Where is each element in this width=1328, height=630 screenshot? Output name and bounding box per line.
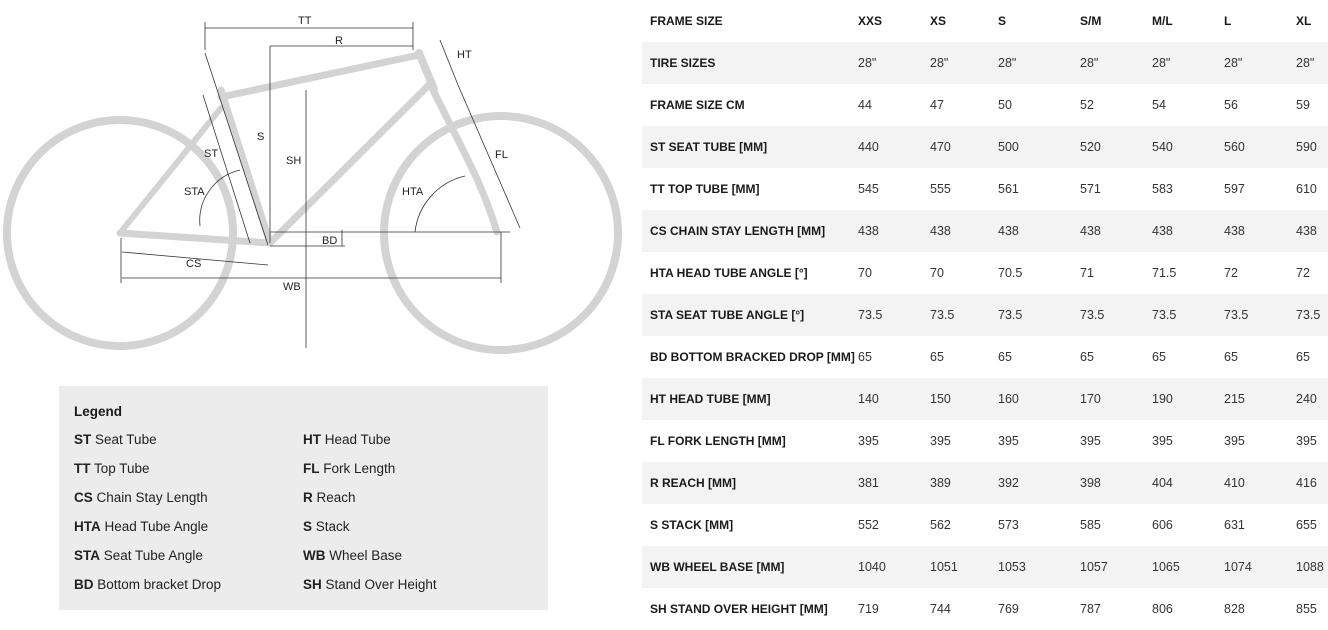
table-cell: 73.5 bbox=[858, 294, 930, 336]
header-size-xl: XL bbox=[1296, 14, 1312, 28]
table-body bbox=[642, 42, 1328, 630]
label-r: R bbox=[335, 35, 343, 47]
table-cell: 438 bbox=[1296, 210, 1328, 252]
table-row bbox=[642, 462, 1328, 504]
table-cell: 828 bbox=[1224, 602, 1245, 616]
table-row bbox=[642, 252, 1328, 294]
table-cell: 438 bbox=[1080, 210, 1152, 252]
table-cell: 561 bbox=[998, 182, 1019, 196]
label-ht: HT bbox=[457, 49, 472, 61]
header-size-ml: M/L bbox=[1152, 14, 1173, 28]
table-row bbox=[642, 546, 1328, 588]
table-cell: 1088 bbox=[1296, 546, 1328, 588]
legend-entry-tt: TT Top Tube bbox=[74, 461, 150, 476]
table-cell: 392 bbox=[998, 462, 1080, 504]
table-cell: 438 bbox=[1224, 210, 1296, 252]
table-cell: 395 bbox=[1224, 434, 1245, 448]
legend-entry-wb: WB Wheel Base bbox=[303, 548, 403, 563]
label-hta: HTA bbox=[402, 186, 424, 198]
table-cell: 555 bbox=[930, 182, 951, 196]
table-cell: 573 bbox=[998, 518, 1019, 532]
table-cell: 73.5 bbox=[1080, 294, 1152, 336]
table-cell: 787 bbox=[1080, 602, 1101, 616]
table-cell: 395 bbox=[1152, 434, 1173, 448]
geometry-table bbox=[642, 0, 1328, 630]
table-cell: 28" bbox=[1296, 42, 1328, 84]
table-cell: 65 bbox=[1152, 350, 1166, 364]
table-cell: 54 bbox=[1152, 98, 1166, 112]
label-sh: SH bbox=[286, 155, 302, 167]
table-cell: 398 bbox=[1080, 462, 1152, 504]
table-cell: 70 bbox=[930, 266, 944, 280]
table-cell: 72 bbox=[1224, 266, 1238, 280]
table-cell: 44 bbox=[858, 98, 872, 112]
table-cell: 744 bbox=[930, 602, 951, 616]
legend-box bbox=[59, 386, 548, 610]
table-cell: 240 bbox=[1296, 378, 1328, 420]
table-cell: 855 bbox=[1296, 602, 1317, 616]
fork bbox=[432, 88, 497, 232]
table-cell: 1051 bbox=[930, 546, 998, 588]
table-row bbox=[642, 420, 1328, 462]
dimension-lines bbox=[121, 22, 520, 348]
table-cell: 70 bbox=[858, 266, 872, 280]
table-cell: 65 bbox=[998, 350, 1012, 364]
legend-entry-ht: HT Head Tube bbox=[303, 432, 391, 447]
row-label: FRAME SIZE CM bbox=[650, 98, 745, 112]
table-cell: 170 bbox=[1080, 378, 1152, 420]
table-cell: 73.5 bbox=[998, 294, 1080, 336]
row-label: WB WHEEL BASE [MM] bbox=[642, 546, 858, 588]
table-cell: 65 bbox=[1224, 350, 1238, 364]
table-cell: 73.5 bbox=[1224, 294, 1296, 336]
header-size-l: L bbox=[1224, 14, 1232, 28]
table-cell: 590 bbox=[1296, 126, 1328, 168]
table-cell: 65 bbox=[1080, 350, 1094, 364]
table-cell: 585 bbox=[1080, 518, 1101, 532]
table-cell: 395 bbox=[998, 434, 1019, 448]
label-s: S bbox=[257, 131, 265, 143]
table-row bbox=[642, 336, 1328, 378]
legend-entry-s: S Stack bbox=[303, 519, 350, 534]
table-cell: 552 bbox=[858, 518, 879, 532]
table-cell: 545 bbox=[858, 182, 879, 196]
table-cell: 583 bbox=[1152, 182, 1173, 196]
table-cell: 440 bbox=[858, 126, 930, 168]
table-cell: 597 bbox=[1224, 182, 1245, 196]
table-cell: 56 bbox=[1224, 98, 1238, 112]
row-label: HT HEAD TUBE [MM] bbox=[642, 378, 858, 420]
row-label: R REACH [MM] bbox=[642, 462, 858, 504]
header-frame-size: FRAME SIZE bbox=[650, 14, 723, 28]
row-label: SH STAND OVER HEIGHT [MM] bbox=[650, 602, 828, 616]
table-cell: 140 bbox=[858, 378, 930, 420]
table-cell: 610 bbox=[1296, 182, 1317, 196]
table-cell: 1040 bbox=[858, 546, 930, 588]
table-cell: 389 bbox=[930, 462, 998, 504]
table-cell: 65 bbox=[1296, 350, 1310, 364]
table-cell: 470 bbox=[930, 126, 998, 168]
table-row bbox=[642, 588, 1328, 630]
row-label: STA SEAT TUBE ANGLE [°] bbox=[642, 294, 858, 336]
table-cell: 1053 bbox=[998, 546, 1080, 588]
table-cell: 404 bbox=[1152, 462, 1224, 504]
table-cell: 28" bbox=[1224, 42, 1296, 84]
legend-entry-bd: BD Bottom bracket Drop bbox=[74, 577, 222, 592]
table-cell: 395 bbox=[1296, 434, 1317, 448]
row-label: CS CHAIN STAY LENGTH [MM] bbox=[642, 210, 858, 252]
table-cell: 560 bbox=[1224, 126, 1296, 168]
table-cell: 28" bbox=[1152, 42, 1224, 84]
table-header-row bbox=[642, 0, 1328, 42]
table-cell: 1074 bbox=[1224, 546, 1296, 588]
header-size-sm: S/M bbox=[1080, 14, 1102, 28]
table-cell: 52 bbox=[1080, 98, 1094, 112]
table-cell: 571 bbox=[1080, 182, 1101, 196]
table-cell: 1065 bbox=[1152, 546, 1224, 588]
table-cell: 438 bbox=[1152, 210, 1224, 252]
table-cell: 500 bbox=[998, 126, 1080, 168]
table-cell: 806 bbox=[1152, 602, 1173, 616]
table-cell: 438 bbox=[930, 210, 998, 252]
table-cell: 70.5 bbox=[998, 266, 1023, 280]
table-cell: 28" bbox=[930, 42, 998, 84]
table-cell: 59 bbox=[1296, 98, 1310, 112]
table-cell: 72 bbox=[1296, 266, 1310, 280]
table-cell: 520 bbox=[1080, 126, 1152, 168]
table-cell: 73.5 bbox=[930, 294, 998, 336]
row-label: FL FORK LENGTH [MM] bbox=[650, 434, 786, 448]
row-label: ST SEAT TUBE [MM] bbox=[642, 126, 858, 168]
table-cell: 65 bbox=[930, 350, 944, 364]
row-label: TT TOP TUBE [MM] bbox=[650, 182, 760, 196]
table-cell: 438 bbox=[858, 210, 930, 252]
label-st: ST bbox=[204, 148, 219, 160]
label-sta: STA bbox=[184, 186, 205, 198]
table-cell: 150 bbox=[930, 378, 998, 420]
row-label: S STACK [MM] bbox=[650, 518, 734, 532]
table-cell: 438 bbox=[998, 210, 1080, 252]
header-size-s: S bbox=[998, 14, 1007, 28]
legend-entry-fl: FL Fork Length bbox=[303, 461, 396, 476]
table-cell: 71.5 bbox=[1152, 266, 1177, 280]
table-cell: 631 bbox=[1224, 518, 1245, 532]
row-label: BD BOTTOM BRACKED DROP [MM] bbox=[650, 350, 855, 364]
table-cell: 50 bbox=[998, 98, 1012, 112]
table-cell: 655 bbox=[1296, 518, 1317, 532]
table-row bbox=[642, 210, 1328, 252]
table-cell: 540 bbox=[1152, 126, 1224, 168]
top-tube bbox=[221, 55, 419, 97]
legend-entry-st: ST Seat Tube bbox=[74, 432, 157, 447]
row-label: HTA HEAD TUBE ANGLE [°] bbox=[650, 266, 808, 280]
table-cell: 1057 bbox=[1080, 546, 1152, 588]
bike-frame-drawing bbox=[7, 53, 618, 350]
table-cell: 28" bbox=[858, 42, 930, 84]
table-cell: 719 bbox=[858, 602, 879, 616]
table-cell: 28" bbox=[1080, 42, 1152, 84]
label-wb: WB bbox=[283, 281, 301, 293]
table-row bbox=[642, 378, 1328, 420]
table-row bbox=[642, 42, 1328, 84]
seat-stay bbox=[120, 108, 221, 233]
table-cell: 47 bbox=[930, 98, 944, 112]
table-cell: 395 bbox=[930, 434, 951, 448]
bike-geometry-diagram bbox=[0, 0, 630, 360]
table-cell: 65 bbox=[858, 350, 872, 364]
table-cell: 73.5 bbox=[1152, 294, 1224, 336]
table-cell: 73.5 bbox=[1296, 294, 1328, 336]
table-cell: 606 bbox=[1152, 518, 1173, 532]
table-row bbox=[642, 504, 1328, 546]
label-tt: TT bbox=[298, 15, 312, 27]
table-cell: 562 bbox=[930, 518, 951, 532]
label-fl: FL bbox=[495, 149, 508, 161]
table-cell: 395 bbox=[858, 434, 879, 448]
table-cell: 215 bbox=[1224, 378, 1296, 420]
table-cell: 71 bbox=[1080, 266, 1094, 280]
table-cell: 410 bbox=[1224, 462, 1296, 504]
table-cell: 395 bbox=[1080, 434, 1101, 448]
table-row bbox=[642, 84, 1328, 126]
legend-entry-sh: SH Stand Over Height bbox=[303, 577, 437, 592]
legend-entry-cs: CS Chain Stay Length bbox=[74, 490, 208, 505]
table-cell: 190 bbox=[1152, 378, 1224, 420]
label-bd: BD bbox=[322, 235, 338, 247]
header-size-xxs: XXS bbox=[858, 14, 883, 28]
label-cs: CS bbox=[186, 258, 202, 270]
legend-entry-hta: HTA Head Tube Angle bbox=[74, 519, 209, 534]
table-cell: 28" bbox=[998, 42, 1080, 84]
table-cell: 381 bbox=[858, 462, 930, 504]
table-cell: 769 bbox=[998, 602, 1019, 616]
table-row bbox=[642, 294, 1328, 336]
table-row bbox=[642, 168, 1328, 210]
row-label: TIRE SIZES bbox=[642, 42, 858, 84]
legend-entry-sta: STA Seat Tube Angle bbox=[74, 548, 203, 563]
table-cell: 416 bbox=[1296, 462, 1328, 504]
header-size-xs: XS bbox=[930, 14, 947, 28]
legend-entry-r: R Reach bbox=[303, 490, 356, 505]
legend-title: Legend bbox=[74, 404, 123, 419]
table-cell: 160 bbox=[998, 378, 1080, 420]
table-row bbox=[642, 126, 1328, 168]
